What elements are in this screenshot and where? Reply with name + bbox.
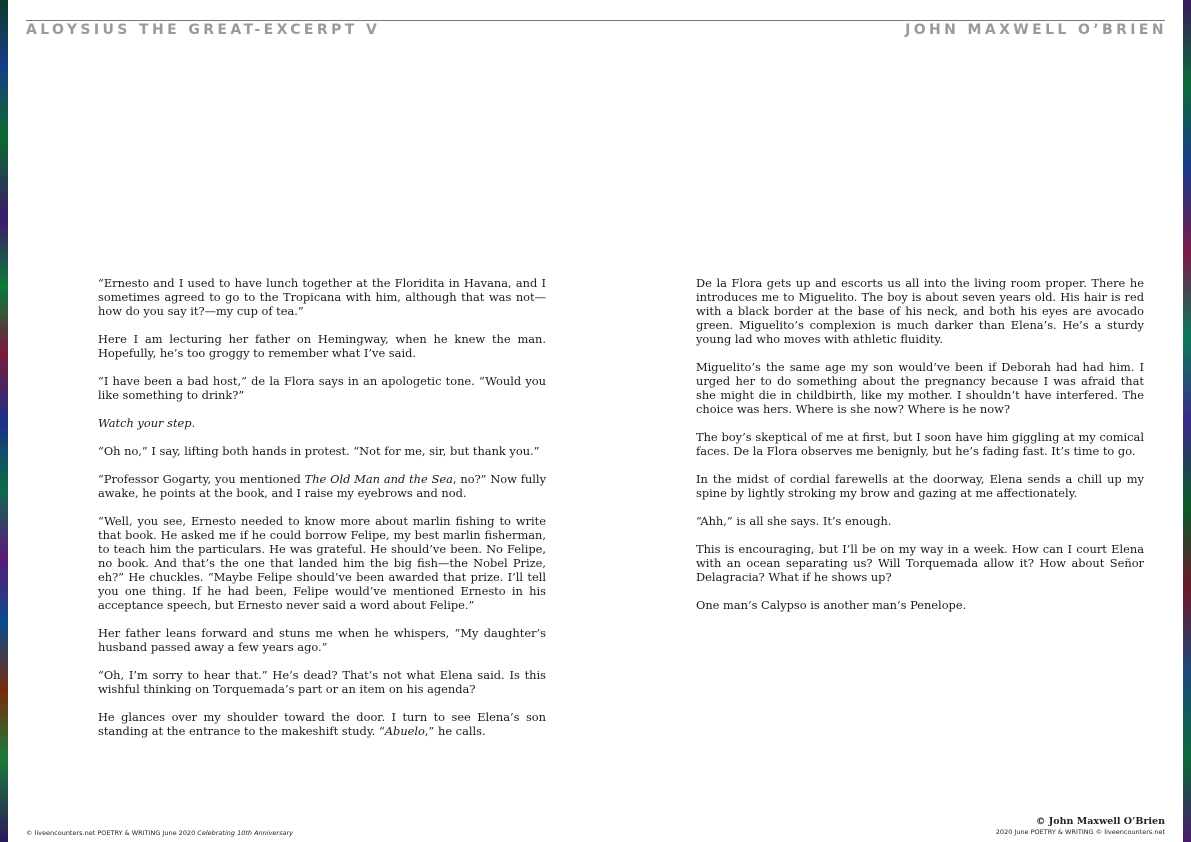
paragraph: Miguelito’s the same age my son would’ve been if Deborah had had him. I urged her to do something about the pregnancy because I was afraid that she might die in childbirth, like my mother. I shouldn’t have interfered. The choice was hers. Where is she now? Where is he now?: [696, 360, 1144, 416]
paragraph: In the midst of cordial farewells at the doorway, Elena sends a chill up my spine by lightly stroking my brow and gazing at me affectionately.: [696, 472, 1144, 500]
footer-publication: © liveencounters.net POETRY & WRITING June 2020: [26, 829, 198, 837]
italic-text: Watch your step.: [98, 416, 196, 430]
left-column: [98, 276, 546, 752]
paragraph: “Ernesto and I used to have lunch together at the Floridita in Havana, and I sometimes agreed to go to the Tropicana with him, although that was not—how do you say it?—my cup of tea.”: [98, 276, 546, 318]
book-title: The Old Man and the Sea: [304, 472, 453, 486]
footer-right: [996, 816, 1165, 836]
paragraph: “Ahh,” is all she says. It’s enough.: [696, 514, 892, 528]
footer-anniversary: Celebrating 10th Anniversary: [197, 829, 293, 837]
header-rule: [26, 20, 1165, 21]
paragraph: [98, 710, 546, 738]
footer-publication-right: 2020 June POETRY & WRITING © liveencounters.net: [995, 828, 1165, 836]
paragraph: “Well, you see, Ernesto needed to know more about marlin fishing to write that book. He asked me if he could borrow Felipe, my best marlin fisherman, to teach him the particulars. He was grateful. He should’ve been. No Felipe, no book. And that’s the one that landed him the big fish—the Nobel Prize, eh?” He chuckles. “Maybe Felipe should’ve been awarded that prize. I’ll tell you one thing. If he had been, Felipe would’ve mentioned Ernesto in his acceptance speech, but Ernesto never said a word about Felipe.”: [98, 514, 546, 612]
left-decorative-border: [0, 0, 8, 842]
italic-word: Abuelo: [384, 724, 425, 738]
paragraph: This is encouraging, but I’ll be on my way in a week. How can I court Elena with an ocean separating us? Will Torquemada allow it? How about Señor Delagracia? What if he shows up?: [696, 542, 1144, 584]
paragraph: One man’s Calypso is another man’s Penelope.: [696, 598, 967, 612]
paragraph: Her father leans forward and stuns me when he whispers, “My daughter’s husband passed away a few years ago.”: [98, 626, 546, 654]
paragraph: The boy’s skeptical of me at first, but I soon have him giggling at my comical faces. De la Flora observes me benignly, but he’s fading fast. It’s time to go.: [696, 430, 1144, 458]
paragraph: [98, 472, 546, 500]
paragraph: “Oh, I’m sorry to hear that.” He’s dead? That’s not what Elena said. Is this wishful thinking on Torquemada’s part or an item on his agenda?: [98, 668, 546, 696]
right-decorative-border: [1183, 0, 1191, 842]
footer-copyright: © John Maxwell O’Brien: [1035, 816, 1165, 827]
right-column: [696, 276, 1144, 626]
paragraph: [98, 416, 546, 430]
text-span: He glances over my shoulder toward the door. I turn to see Elena’s son standing at the entrance to the makeshift study. “: [98, 710, 546, 738]
paragraph: “I have been a bad host,” de la Flora says in an apologetic tone. “Would you like something to drink?”: [98, 374, 546, 402]
text-span: , no?” Now fully awake, he points at the book, and I raise my eyebrows and nod.: [98, 472, 547, 500]
paragraph: “Oh no,” I say, lifting both hands in protest. “Not for me, sir, but thank you.”: [98, 444, 540, 458]
footer-left: [26, 829, 293, 837]
running-title: ALOYSIUS THE GREAT-EXCERPT V: [26, 22, 381, 38]
text-span: “Professor Gogarty, you mentioned: [98, 472, 305, 486]
text-span: ,” he calls.: [424, 724, 486, 738]
paragraph: Here I am lecturing her father on Hemingway, when he knew the man. Hopefully, he’s too groggy to remember what I’ve said.: [98, 332, 546, 360]
running-author: JOHN MAXWELL O’BRIEN: [905, 22, 1167, 38]
paragraph: De la Flora gets up and escorts us all into the living room proper. There he introduces me to Miguelito. The boy is about seven years old. His hair is red with a black border at the base of his neck, and both his eyes are avocado green. Miguelito’s complexion is much darker than Elena’s. He’s a sturdy young lad who moves with athletic fluidity.: [696, 276, 1144, 346]
